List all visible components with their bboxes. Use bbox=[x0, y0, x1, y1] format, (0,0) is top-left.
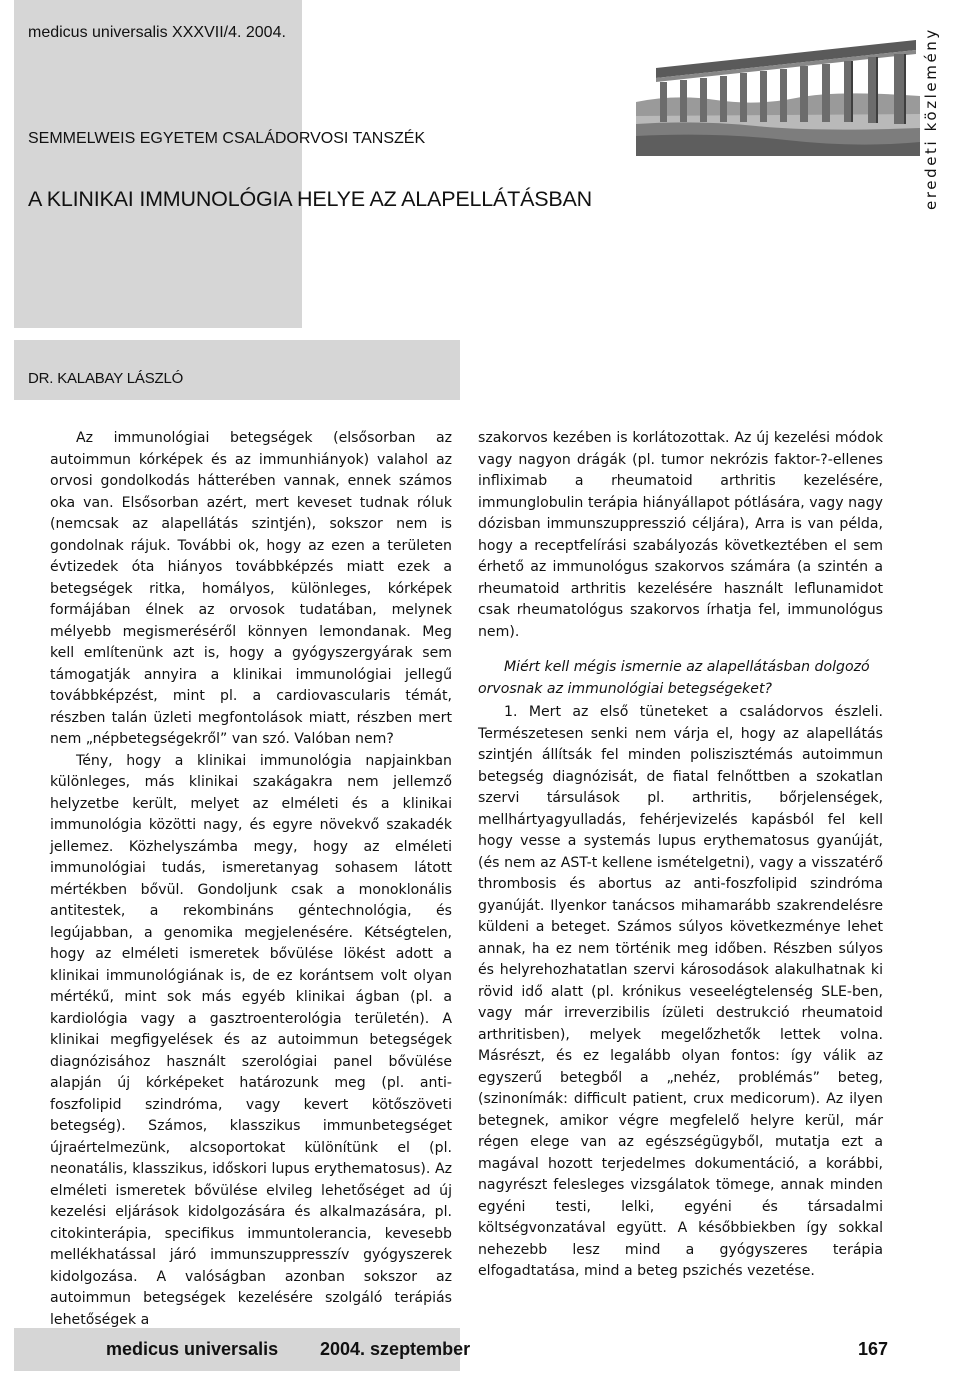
paragraph: Tény, hogy a klinikai immunológia napjainkban különleges, más klinikai szakágakra nem jellemző helyzetbe került, melyet az elméleti és a klinikai immunológia közötti nagy, és egyre növekvő szakadék jellemez. Közhelyszámba megy, hogy az elméleti immunológiai tudás, ismeretanyag sohasem látott mértékben bővül. Gondoljunk csak a monoklonális antitestek, a rekombináns géntechnológia, és legújabban, a genomika megjelenésére. Kétségtelen, hogy az elméleti ismeretek bővülése lökést adott a klinikai immunológiának is, de ez korántsem volt olyan mértékű, mint sok más egyéb klinikai ágban (pl. a kardiológia vagy a gasztroenterológia területén). A klinikai megfigyelések és az autoimmun betegségek diagnózisához használt szerológiai panel bővülése alapján új kórképeket határozunk meg (pl. anti-foszfolipid szindróma, vagy kevert kötőszöveti betegség). Számos, klasszikus immunbetegséget újraértelmezünk, alcsoportokat különítünk el (pl. neonatális, klasszikus, időskori lupus erythematosus). Az elméleti ismeretek bővülése elvileg lehetőséget ad új kezelési eljárások kidolgozására és alkalmazására, pl. citokinterápia, specifikus immuntolerancia, kevesebb mellékhatással járó immunszuppresszív gyógyszerek kidolgozása. A valóságban azonban sokszor az autoimmun betegségek kezelésére szolgáló terápiás lehetőségek a bbox=[50, 752, 452, 1328]
page-number: 167 bbox=[858, 1339, 889, 1359]
text-column-right bbox=[478, 428, 883, 1283]
text-column-left bbox=[50, 428, 452, 1331]
article-title: A KLINIKAI IMMUNOLÓGIA HELYE AZ ALAPELLÁTÁSBAN bbox=[28, 187, 592, 211]
footer-date: 2004. szeptember bbox=[320, 1339, 471, 1359]
section-label bbox=[912, 4, 948, 214]
ruins-illustration bbox=[636, 36, 920, 156]
footer-publication: medicus universalis bbox=[106, 1339, 279, 1359]
svg-text:eredeti közlemény: eredeti közlemény bbox=[922, 27, 940, 210]
question-heading: Miért kell mégis ismernie az alapellátásban dolgozó orvosnak az immunológiai betegségeket? bbox=[478, 659, 870, 697]
journal-issue: medicus universalis XXXVII/4. 2004. bbox=[28, 24, 286, 41]
paragraph: szakorvos kezében is korlátozottak. Az új kezelési módok vagy nagyon drágák (pl. tumor nekrózis faktor-?-ellenes infliximab a rheumatoid arthritis kezelésére, immunglobulin terápia hiányállapot pótlására, vagy nagy dózisban immunszuppresszió céljára), Arra is van példa, hogy a receptfelírási szabályozás következtében el sem érhető az immunológus szakorvos számára (a szintén a rheumatoid arthritis kezelésére használt leflunamidot csak rheumatológus szakorvos írhatja fel, immunológus nem). bbox=[478, 430, 883, 640]
author-name: DR. KALABAY LÁSZLÓ bbox=[28, 370, 184, 387]
paragraph: 1. Mert az első tüneteket a családorvos észleli. Természetesen senki nem várja el, hogy az alapellátás szintjén állítsák fel minden poliszisztémás autoimmun betegség diagnózisát, de fiatal felnőttben a szokatlan szervi társulások pl. arthritis, bőrjelenségek, mellhártyagyulladás, fehérjevizelés kapásból fel kell hogy vesse a systemás lupus erythematosus gyanúját, (és nem az AST-t kellene ismételgetni), vagy a visszatérő thrombosis és abortus az anti-foszfolipid szindróma gyanúját. Ilyenkor tanácsos mihamarább szakrendelésre küldeni a beteget. Számos súlyos következménye lehet annak, ha ez nem történik meg időben. Részben súlyos és helyrehozhatatlan szervi károsodások alakulhatnak ki rövid idő alatt (pl. krónikus veseelégtelenség SLE-ben, vagy már irreverzibilis ízületi destrukció rheumatoid arthritisben), melyek megelőzhetők lettek volna. Másrészt, és ez legalább olyan fontos: így válik az egyszerű betegből a „nehéz, problémás” beteg, (szinonímák: difficult patient, crux medicorum). Az ilyen betegnek, amikor végre megfelelő helyre kerül, már régen elege van az egészségügyből, mutatja ezt a magával hozott terjedelmes dokumentáció, a korábbi, nagyrészt felesleges vizsgálatok tömege, annak minden egyéni testi, lelki, egyéni és társadalmi költségvonzatával együtt. A későbbiekben így sokkal nehezebb lesz mind a gyógyszeres terápia elfogadtatása, mind a beteg pszichés vezetése. bbox=[478, 704, 883, 1279]
department-name: SEMMELWEIS EGYETEM CSALÁDORVOSI TANSZÉK bbox=[28, 130, 426, 147]
header-gray-panel bbox=[14, 0, 302, 328]
paragraph: Az immunológiai betegségek (elsősorban az autoimmun kórképek és az immunhiányok) valahol az orvosi gondolkodás hátterében vannak, ennek számos oka van. Elsősorban azért, mert keveset tudnak róluk (nemcsak az alapellátás szintjén), sokszor nem is gondolnak rájuk. További ok, hogy az ezen a területen évtizedek óta hiányos továbbképzés miatt ezek a betegségek ritka, homályos, különleges, kórképek formájában élnek az orvosok tudatában, melynek mélyebb megismeréséről könnyen lemondanak. Meg kell említenünk azt is, hogy a gyógyszergyárak sem támogatják annyira a klinikai immunológiai jellegű továbbképzést, mint pl. a cardiovascularis témát, részben talán üzleti megfontolások miatt, részben mert nem „népbetegségekről” van szó. Valóban nem? bbox=[50, 430, 452, 747]
